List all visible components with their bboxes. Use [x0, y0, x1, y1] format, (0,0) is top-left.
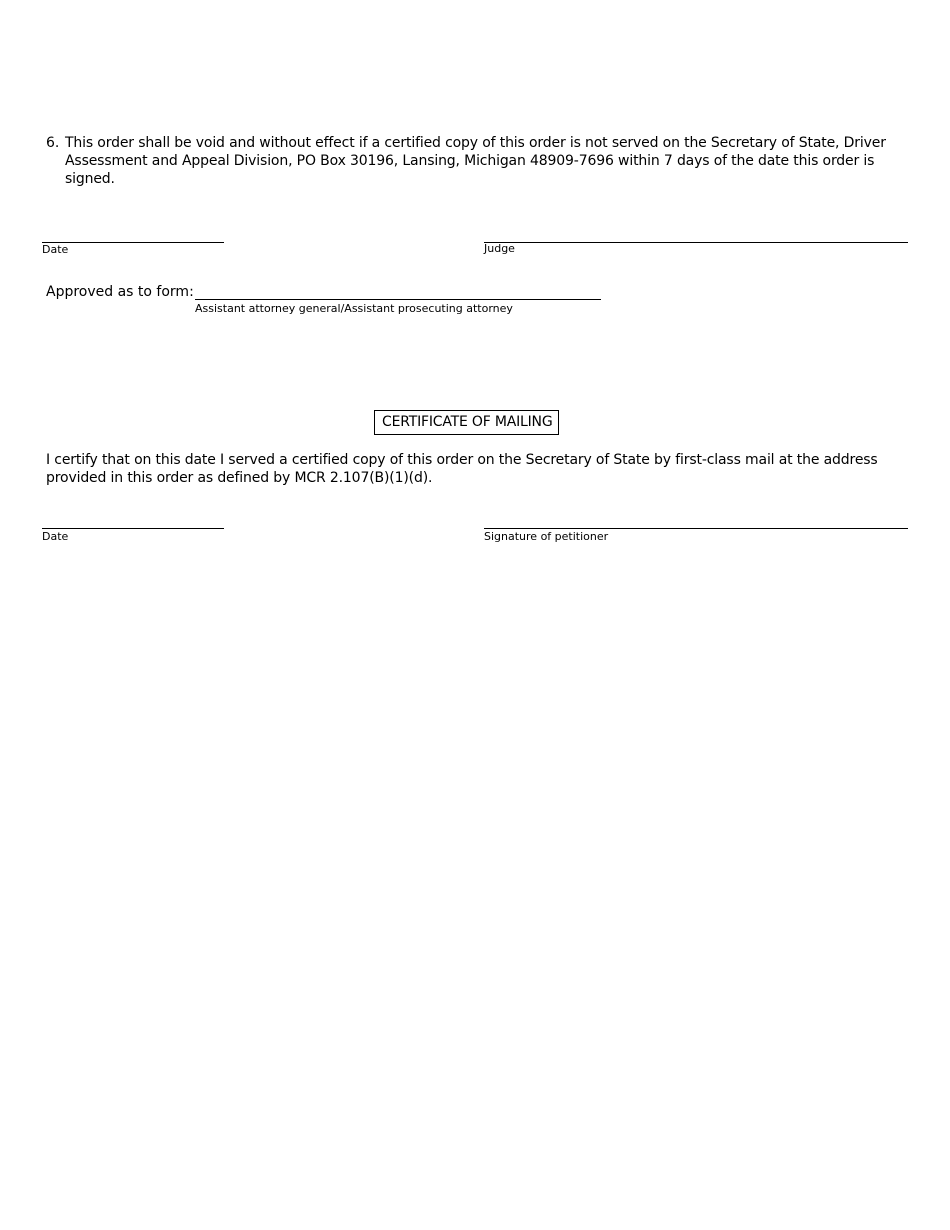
approved-as-to-form-label: Approved as to form: [46, 284, 194, 300]
certificate-date-line[interactable] [42, 528, 224, 529]
date-signature-line[interactable] [42, 242, 224, 243]
petitioner-signature-label: Signature of petitioner [484, 530, 609, 543]
attorney-line-label: Assistant attorney general/Assistant prosecuting attorney [195, 302, 513, 315]
judge-label: Judge [484, 242, 515, 255]
attorney-signature-line[interactable] [195, 299, 601, 300]
petitioner-signature-line[interactable] [484, 528, 908, 529]
judge-signature-line[interactable] [484, 242, 908, 243]
certificate-of-mailing-title: CERTIFICATE OF MAILING [374, 410, 559, 435]
item-6-text: This order shall be void and without effect if a certified copy of this order is not served on the Secretary of State, Driver Assessment and Appeal Division, PO Box 30196, Lansing, Michigan 48909-7696 within 7 days of the date this order is signed. [65, 135, 886, 187]
certificate-text: I certify that on this date I served a certified copy of this order on the Secretary of State by first-class mail at the address provided in this order as defined by MCR 2.107(B)(1)(d). [46, 452, 878, 486]
date-label: Date [42, 243, 69, 256]
certificate-date-label: Date [42, 530, 69, 543]
item-number: 6. [46, 135, 60, 151]
